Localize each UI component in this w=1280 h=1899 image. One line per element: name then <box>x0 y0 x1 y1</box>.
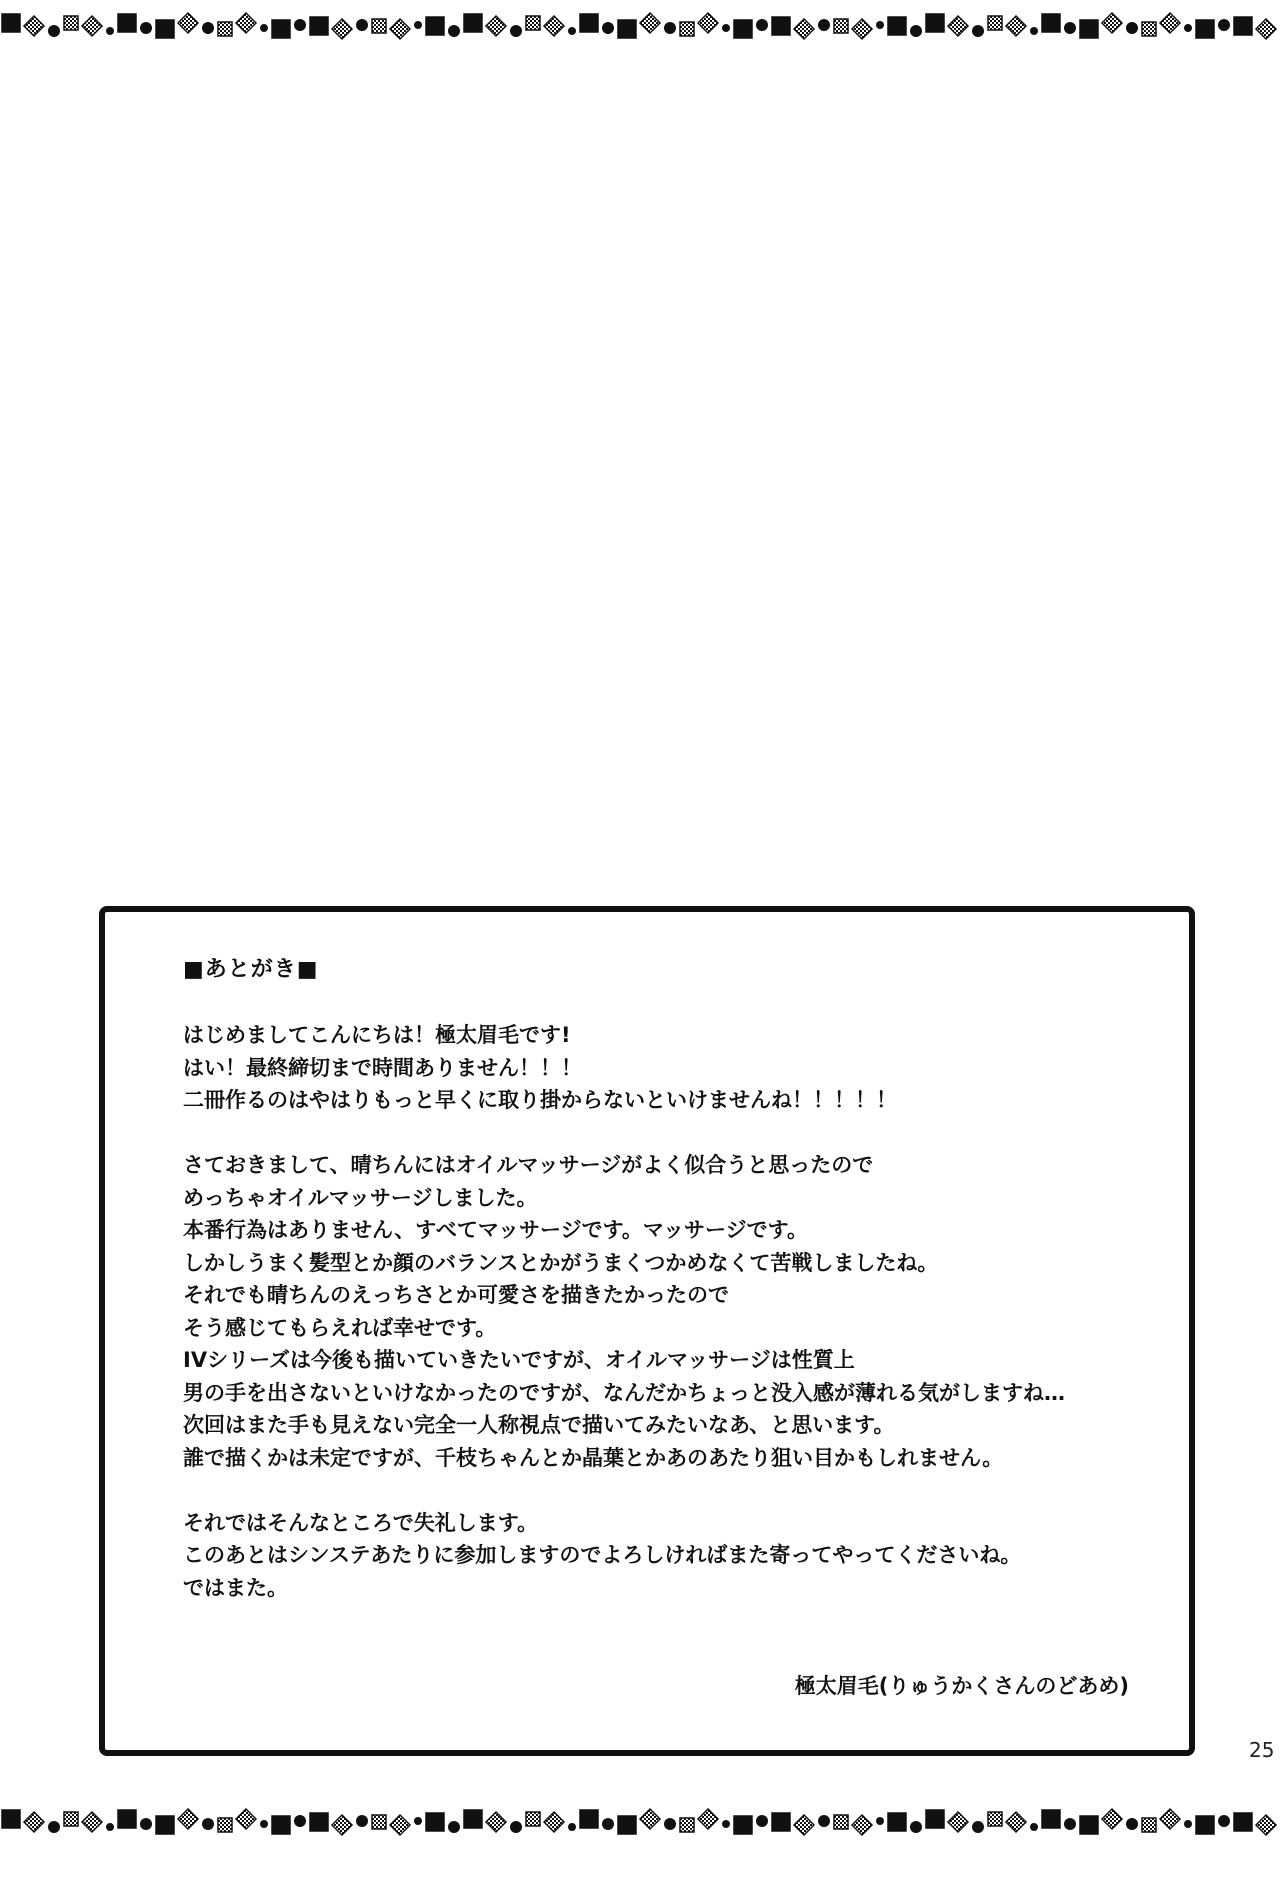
border-motif <box>486 16 506 36</box>
border-motif <box>1218 19 1230 31</box>
border-motif <box>272 20 290 38</box>
border-motif <box>1142 1818 1156 1832</box>
border-motif <box>910 1821 922 1833</box>
border-motif <box>640 1809 660 1829</box>
border-motif <box>448 25 460 37</box>
border-motif <box>272 1816 290 1834</box>
border-motif <box>1102 1809 1122 1829</box>
afterword-body <box>183 1019 1123 1604</box>
border-motif <box>698 13 718 33</box>
border-motif <box>510 1821 522 1833</box>
afterword-line: 二冊作るのはやはりもっと早くに取り掛からないといけませんね！！！！！ <box>183 1088 897 1112</box>
border-motif <box>1184 1820 1192 1828</box>
border-motif <box>464 1810 482 1828</box>
border-motif <box>1256 19 1276 39</box>
border-motif <box>852 19 872 39</box>
border-motif <box>602 22 614 34</box>
border-motif <box>260 1820 268 1828</box>
border-motif <box>332 19 352 39</box>
border-motif <box>988 16 1002 30</box>
border-motif <box>414 21 422 29</box>
border-motif <box>140 1818 152 1830</box>
border-motif <box>236 13 256 33</box>
border-motif <box>734 20 752 38</box>
top-border-pattern-icon <box>0 10 1280 44</box>
border-motif <box>568 27 576 35</box>
afterword-line: 誰で描くかは未定ですが、千枝ちゃんとか晶葉とかあのあたり狙い目かもしれません。 <box>183 1445 1004 1470</box>
border-motif <box>1196 1816 1214 1834</box>
border-motif <box>526 1812 540 1826</box>
border-motif <box>178 13 198 33</box>
border-motif <box>64 16 78 30</box>
border-motif <box>118 14 136 32</box>
border-motif <box>852 1815 872 1835</box>
border-motif <box>618 1816 636 1834</box>
border-motif <box>82 16 102 36</box>
afterword-paragraph <box>183 1507 1123 1605</box>
border-motif <box>722 1820 730 1828</box>
border-motif <box>1126 22 1138 34</box>
border-motif <box>888 1813 906 1831</box>
border-motif <box>910 25 922 37</box>
border-motif <box>1006 16 1026 36</box>
border-motif <box>1006 1812 1026 1832</box>
border-motif <box>526 16 540 30</box>
border-motif <box>1064 1818 1076 1830</box>
border-motif <box>834 19 848 33</box>
border-motif <box>876 21 884 29</box>
border-motif <box>818 19 830 31</box>
border-motif <box>294 19 306 31</box>
border-motif <box>356 1815 368 1827</box>
border-motif <box>602 1818 614 1830</box>
border-motif <box>310 17 328 35</box>
afterword-line: ではまた。 <box>183 1575 288 1600</box>
border-motif <box>1030 1823 1038 1831</box>
border-motif <box>888 17 906 35</box>
afterword-line: このあとはシンステあたりに参加しますのでよろしければまた寄ってやってくださいね。 <box>183 1543 1022 1567</box>
border-motif <box>236 1809 256 1829</box>
border-motif <box>140 22 152 34</box>
border-motif <box>772 1813 790 1831</box>
border-motif <box>1080 20 1098 38</box>
border-motif <box>486 1812 506 1832</box>
border-motif <box>202 22 214 34</box>
afterword-heading: ■あとがき■ <box>183 957 319 982</box>
afterword-box <box>99 906 1195 1756</box>
border-motif <box>680 22 694 36</box>
border-motif <box>414 1817 422 1825</box>
border-motif <box>1184 24 1192 32</box>
bottom-decorative-border <box>0 1806 1280 1840</box>
border-motif <box>948 16 968 36</box>
border-motif <box>332 1815 352 1835</box>
border-motif <box>926 1810 944 1828</box>
border-motif <box>202 1818 214 1830</box>
border-motif <box>1160 1809 1180 1829</box>
border-motif <box>260 24 268 32</box>
afterword-line: IVシリーズは今後も描いていきたいですが、オイルマッサージは性質上 <box>183 1348 855 1372</box>
border-motif <box>510 25 522 37</box>
border-motif <box>156 20 174 38</box>
border-motif <box>426 1813 444 1831</box>
page-number: 25 <box>1249 1738 1275 1762</box>
border-motif <box>794 19 814 39</box>
border-motif <box>1256 1815 1276 1835</box>
border-motif <box>390 1815 410 1835</box>
border-motif <box>818 1815 830 1827</box>
afterword-line: めっちゃオイルマッサージしました。 <box>183 1185 538 1210</box>
afterword-line: はじめましてこんにちは！極太眉毛です! <box>183 1023 571 1047</box>
border-motif <box>1126 1818 1138 1830</box>
border-motif <box>1160 13 1180 33</box>
afterword-paragraph <box>183 1149 1123 1474</box>
afterword-line: 男の手を出さないといけなかったのですが、なんだかちょっと没入感が薄れる気がしますね… <box>183 1380 1065 1405</box>
border-motif <box>106 1823 114 1831</box>
border-motif <box>794 1815 814 1835</box>
border-motif <box>834 1815 848 1829</box>
border-motif <box>2 14 20 32</box>
border-motif <box>310 1813 328 1831</box>
border-motif <box>464 14 482 32</box>
border-motif <box>372 19 386 33</box>
border-motif <box>722 24 730 32</box>
border-motif <box>156 1816 174 1834</box>
border-motif <box>1064 22 1076 34</box>
border-motif <box>772 17 790 35</box>
border-motif <box>734 1816 752 1834</box>
bottom-border-pattern-icon <box>0 1806 1280 1840</box>
border-motif <box>1030 27 1038 35</box>
afterword-line: 次回はまた手も見えない完全一人称視点で描いてみたいなあ、と思います。 <box>183 1413 895 1437</box>
border-motif <box>756 1815 768 1827</box>
border-motif <box>1042 1810 1060 1828</box>
border-motif <box>48 1821 60 1833</box>
border-motif <box>1196 20 1214 38</box>
border-motif <box>926 14 944 32</box>
border-motif <box>568 1823 576 1831</box>
border-motif <box>972 25 984 37</box>
border-motif <box>618 20 636 38</box>
border-motif <box>390 19 410 39</box>
border-motif <box>948 1812 968 1832</box>
border-motif <box>664 1818 676 1830</box>
border-motif <box>1042 14 1060 32</box>
border-motif <box>24 1812 44 1832</box>
border-motif <box>664 22 676 34</box>
border-motif <box>24 16 44 36</box>
afterword-line: 本番行為はありません、すべてマッサージです。マッサージです。 <box>183 1218 808 1242</box>
afterword-paragraph <box>183 1019 1123 1117</box>
border-motif <box>48 25 60 37</box>
afterword-line: それでも晴ちんのえっちさとか可愛さを描きたかったので <box>183 1283 729 1307</box>
border-motif <box>698 1809 718 1829</box>
border-motif <box>1142 22 1156 36</box>
border-motif <box>2 1810 20 1828</box>
afterword-line: それではそんなところで失礼します。 <box>183 1510 539 1535</box>
border-motif <box>972 1821 984 1833</box>
border-motif <box>218 1818 232 1832</box>
border-motif <box>106 27 114 35</box>
border-motif <box>64 1812 78 1826</box>
border-motif <box>448 1821 460 1833</box>
border-motif <box>372 1815 386 1829</box>
border-motif <box>1234 17 1252 35</box>
border-motif <box>544 16 564 36</box>
border-motif <box>1102 13 1122 33</box>
afterword-line: しかしうまく髪型とか顔のバランスとかがうまくつかめなくて苦戦しましたね。 <box>183 1250 939 1275</box>
border-motif <box>756 19 768 31</box>
border-motif <box>988 1812 1002 1826</box>
border-motif <box>356 19 368 31</box>
border-motif <box>1234 1813 1252 1831</box>
border-motif <box>178 1809 198 1829</box>
border-motif <box>294 1815 306 1827</box>
border-motif <box>876 1817 884 1825</box>
border-motif <box>680 1818 694 1832</box>
border-motif <box>580 14 598 32</box>
border-motif <box>544 1812 564 1832</box>
border-motif <box>118 1810 136 1828</box>
border-motif <box>82 1812 102 1832</box>
afterword-line: さておきまして、晴ちんにはオイルマッサージがよく似合うと思ったので <box>183 1153 874 1177</box>
author-signature: 極太眉毛(りゅうかくさんのどあめ) <box>794 1674 1129 1698</box>
afterword-line: はい！最終締切まで時間ありません！！！ <box>183 1055 582 1080</box>
border-motif <box>426 17 444 35</box>
border-motif <box>218 22 232 36</box>
border-motif <box>640 13 660 33</box>
border-motif <box>1080 1816 1098 1834</box>
afterword-line: そう感じてもらえれば幸せです。 <box>183 1315 497 1340</box>
top-decorative-border <box>0 10 1280 44</box>
border-motif <box>1218 1815 1230 1827</box>
border-motif <box>580 1810 598 1828</box>
